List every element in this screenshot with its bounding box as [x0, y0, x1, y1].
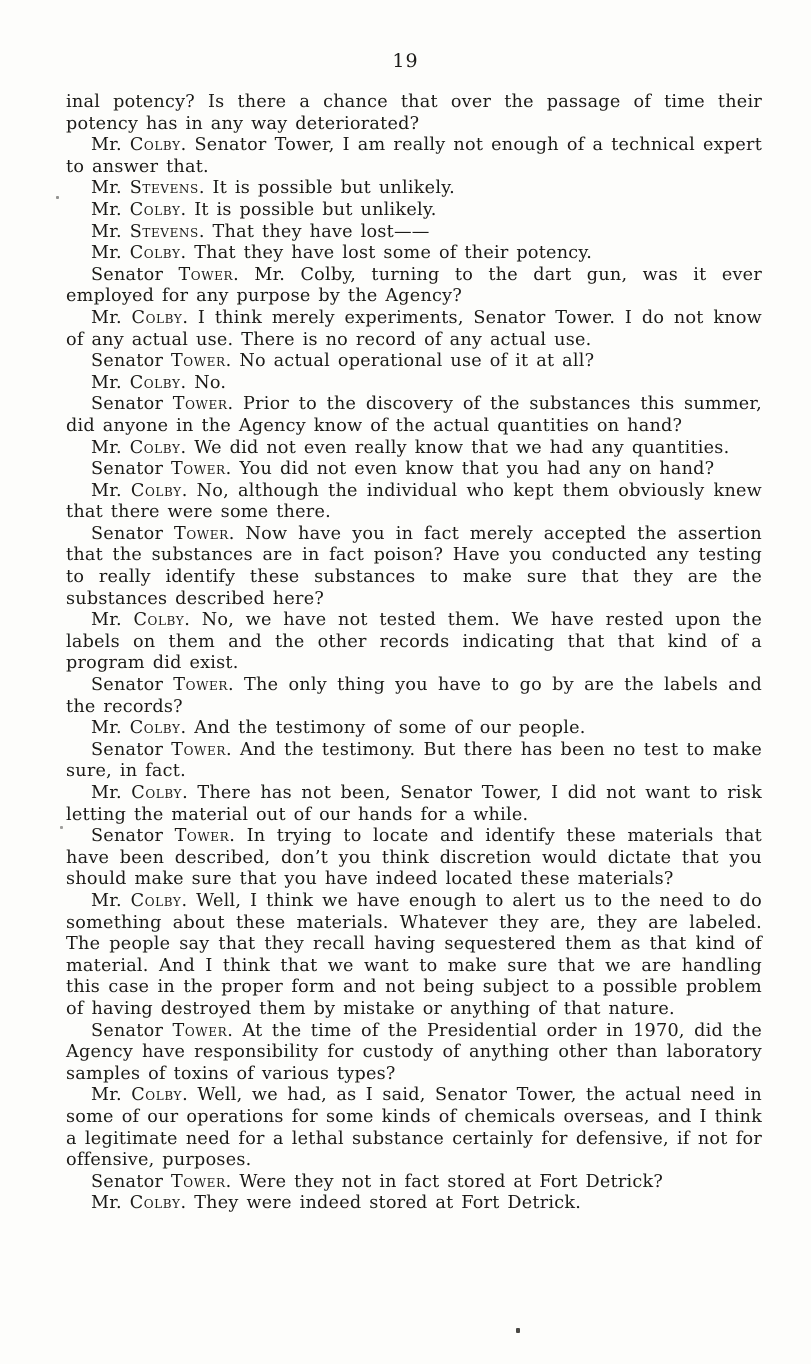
speaker-prefix: Mr. [91, 890, 131, 911]
speaker-label [91, 524, 245, 544]
speaker-name: Tower [178, 264, 234, 285]
speaker-name: Tower [171, 739, 226, 760]
speaker-suffix: . [198, 221, 213, 242]
speaker-name: Tower [170, 351, 226, 372]
speaker-suffix: . [184, 610, 202, 631]
speaker-suffix: . [225, 739, 240, 760]
speaker-suffix: . [225, 351, 240, 372]
transcript-paragraph [66, 351, 762, 373]
speaker-label [91, 1085, 197, 1105]
transcript-paragraph [66, 178, 762, 200]
speaker-name: Tower [172, 1020, 228, 1041]
speech-text: No, although the individual who kept them obviously knew that there were some there. [66, 480, 762, 523]
speaker-suffix: . [198, 178, 213, 199]
scan-speck [56, 196, 59, 199]
speaker-prefix: Senator [91, 264, 179, 285]
speaker-name: Colby [131, 307, 183, 328]
speaker-label [91, 891, 196, 911]
speaker-prefix: Senator [91, 739, 172, 760]
speaker-prefix: Mr. [91, 437, 130, 458]
speaker-label [91, 200, 194, 220]
speaker-suffix: . [227, 1020, 243, 1041]
speaker-suffix: . [180, 372, 195, 393]
speaker-prefix: Mr. [91, 221, 130, 242]
speaker-prefix: Senator [91, 351, 171, 372]
speaker-prefix: Mr. [91, 135, 130, 156]
transcript-paragraph [66, 891, 762, 1021]
speaker-name: Colby [133, 610, 185, 631]
speaker-suffix: . [180, 243, 195, 264]
speech-text: And the testimony. But there has been no test to make sure, in fact. [66, 739, 762, 782]
speaker-suffix: . [228, 675, 245, 696]
speaker-label [91, 718, 194, 738]
speaker-prefix: Mr. [91, 372, 130, 393]
speaker-label [91, 1172, 239, 1192]
speaker-name: Tower [174, 523, 229, 544]
speaker-label [91, 178, 213, 198]
speech-text: Well, I think we have enough to alert us to the need to do something about these materials. Whatever they are, they are labeled. The people say that they recall having sequestered them as that kind of material. And I think that we want to make sure that we are handling this case in the proper form and not being subject to a possible problem of having destroyed them by mistake or anything of that nature. [66, 890, 762, 1019]
speaker-name: Colby [129, 437, 181, 458]
scan-speck [516, 1328, 520, 1333]
speaker-suffix: . [181, 480, 197, 501]
speaker-suffix: . [228, 523, 246, 544]
speaker-prefix: Mr. [91, 243, 130, 264]
transcript-paragraph [66, 740, 762, 783]
speaker-label [91, 265, 254, 285]
speaker-label [91, 783, 197, 803]
speaker-suffix: . [180, 135, 195, 156]
speech-text: No. [194, 372, 227, 393]
speaker-name: Colby [131, 783, 183, 803]
speaker-label [91, 1021, 242, 1041]
speaker-suffix: . [225, 1171, 240, 1192]
speaker-prefix: Mr. [91, 1085, 132, 1106]
speaker-name: Colby [130, 480, 182, 501]
speech-text: That they have lost—— [212, 221, 430, 242]
speech-text: Were they not in fact stored at Fort Detrick? [239, 1171, 664, 1192]
speech-text: You did not even know that you had any on hand? [239, 459, 715, 480]
speech-text: Well, we had, as I said, Senator Tower, the actual need in some of our operations for some kinds of chemicals overseas, and I think a legitimate need for a lethal substance certainly for defensive, if not for offensive, purposes. [66, 1085, 763, 1171]
speaker-prefix: Senator [91, 675, 174, 696]
scan-speck [60, 826, 63, 829]
speaker-label [91, 1193, 194, 1213]
transcript-paragraph [66, 438, 762, 460]
speaker-name: Colby [129, 718, 181, 739]
speaker-label [91, 135, 194, 155]
speaker-name: Colby [130, 890, 182, 911]
speaker-name: Colby [129, 199, 181, 220]
transcript-paragraph [66, 459, 762, 481]
speech-text: Senator Tower, I am really not enough of a technical expert to answer that. [66, 135, 763, 177]
speaker-label [91, 243, 194, 263]
speech-text: Mr. Colby, turning to the dart gun, was it ever employed for any purpose by the Agency? [66, 264, 763, 307]
speaker-suffix: . [180, 437, 195, 458]
speaker-prefix: Mr. [91, 1193, 130, 1214]
speaker-label [91, 222, 213, 242]
transcript-paragraph [66, 92, 762, 135]
speaker-label [91, 675, 244, 695]
transcript-paragraph [66, 718, 762, 740]
speaker-suffix: . [225, 459, 240, 480]
speech-text: We did not even really know that we had any quantities. [194, 437, 730, 458]
speaker-prefix: Senator [91, 826, 175, 847]
speaker-label [91, 740, 240, 760]
speaker-prefix: Mr. [91, 480, 131, 501]
speech-text: They were indeed stored at Fort Detrick. [194, 1193, 582, 1214]
speaker-suffix: . [182, 783, 198, 803]
speaker-name: Tower [174, 826, 230, 847]
speaker-name: Tower [170, 1171, 226, 1192]
speaker-label [91, 308, 198, 328]
transcript-paragraph [66, 481, 762, 524]
speaker-name: Tower [172, 394, 228, 415]
page-number: 19 [392, 50, 419, 72]
speech-text: inal potency? Is there a chance that over the passage of time their potency has in any way deteriorated? [66, 92, 762, 134]
speech-text: No actual operational use of it at all? [239, 351, 595, 372]
speaker-name: Tower [173, 675, 228, 696]
speaker-label [91, 610, 202, 630]
speaker-prefix: Senator [91, 394, 173, 415]
speaker-prefix: Mr. [91, 783, 132, 803]
transcript-paragraph [66, 135, 762, 178]
speech-text: At the time of the Presidential order in 1970, did the Agency have responsibility for custody of anything other than laboratory samples of toxins of various types? [66, 1020, 762, 1084]
speaker-suffix: . [233, 264, 255, 285]
speaker-suffix: . [180, 1193, 195, 1214]
speaker-suffix: . [181, 890, 197, 911]
speech-text: It is possible but unlikely. [194, 199, 437, 220]
speech-text: Now have you in fact merely accepted the assertion that the substances are in fact poison? Have you conducted any testing to really identify these substances to make sure that they are the substances described here? [66, 523, 763, 609]
transcript-paragraph [66, 524, 762, 610]
speaker-suffix: . [227, 394, 243, 415]
transcript-paragraph [66, 373, 762, 395]
speaker-prefix: Senator [91, 523, 175, 544]
speaker-suffix: . [180, 718, 195, 739]
speech-text: In trying to locate and identify these materials that have been described, don’t you think discretion would dictate that you should make sure that you have indeed located these materials? [66, 826, 762, 890]
speaker-name: Colby [131, 1085, 183, 1106]
speech-text: It is possible but unlikely. [212, 178, 455, 199]
transcript-paragraph [66, 1021, 762, 1086]
speaker-suffix: . [182, 307, 198, 328]
speech-text: And the testimony of some of our people. [194, 718, 586, 739]
speech-text: The only thing you have to go by are the labels and the records? [66, 675, 763, 717]
transcript-paragraph [66, 1172, 762, 1194]
speaker-prefix: Mr. [91, 199, 130, 220]
speaker-name: Colby [129, 243, 181, 264]
speaker-suffix: . [182, 1085, 198, 1106]
speaker-label [91, 459, 239, 479]
transcript-paragraph [66, 308, 762, 351]
transcript-paragraph [66, 1085, 762, 1171]
transcript-paragraph [66, 222, 762, 244]
speaker-prefix: Senator [91, 459, 171, 480]
transcript-paragraph [66, 783, 762, 826]
speech-text: There has not been, Senator Tower, I did not want to risk letting the material out of our hands for a while. [66, 783, 762, 825]
speaker-name: Tower [170, 459, 226, 480]
speaker-label [91, 373, 194, 393]
speaker-suffix: . [229, 826, 247, 847]
speaker-prefix: Senator [91, 1171, 171, 1192]
speech-text: Prior to the discovery of the substances this summer, did anyone in the Agency know of the actual quantities on hand? [66, 394, 763, 436]
speaker-name: Colby [129, 1193, 181, 1214]
speaker-label [91, 481, 197, 501]
speaker-label [91, 438, 194, 458]
speaker-name: Colby [129, 372, 181, 393]
speaker-name: Stevens [129, 221, 199, 242]
transcript-paragraph [66, 265, 762, 308]
speaker-name: Colby [129, 135, 181, 156]
speech-text: That they have lost some of their potency. [194, 243, 593, 264]
speech-text: I think merely experiments, Senator Tower. I do not know of any actual use. There is no record of any actual use. [66, 307, 762, 350]
transcript-paragraph [66, 610, 762, 675]
transcript-paragraph [66, 1193, 762, 1215]
speech-text: No, we have not tested them. We have rested upon the labels on them and the other records indicating that that kind of a program did exist. [66, 610, 762, 674]
speaker-name: Stevens [129, 178, 199, 199]
speaker-prefix: Mr. [91, 718, 130, 739]
speaker-suffix: . [180, 199, 195, 220]
speaker-prefix: Mr. [91, 610, 134, 631]
speaker-prefix: Senator [91, 1020, 173, 1041]
transcript-paragraph [66, 200, 762, 222]
transcript-paragraph [66, 243, 762, 265]
transcript-body [66, 92, 762, 1215]
speaker-prefix: Mr. [91, 178, 130, 199]
speaker-prefix: Mr. [91, 307, 132, 328]
speaker-label [91, 826, 247, 846]
transcript-paragraph [66, 394, 762, 437]
speaker-label [91, 394, 243, 414]
transcript-paragraph [66, 826, 762, 891]
speaker-label [91, 351, 239, 371]
transcript-paragraph [66, 675, 762, 718]
